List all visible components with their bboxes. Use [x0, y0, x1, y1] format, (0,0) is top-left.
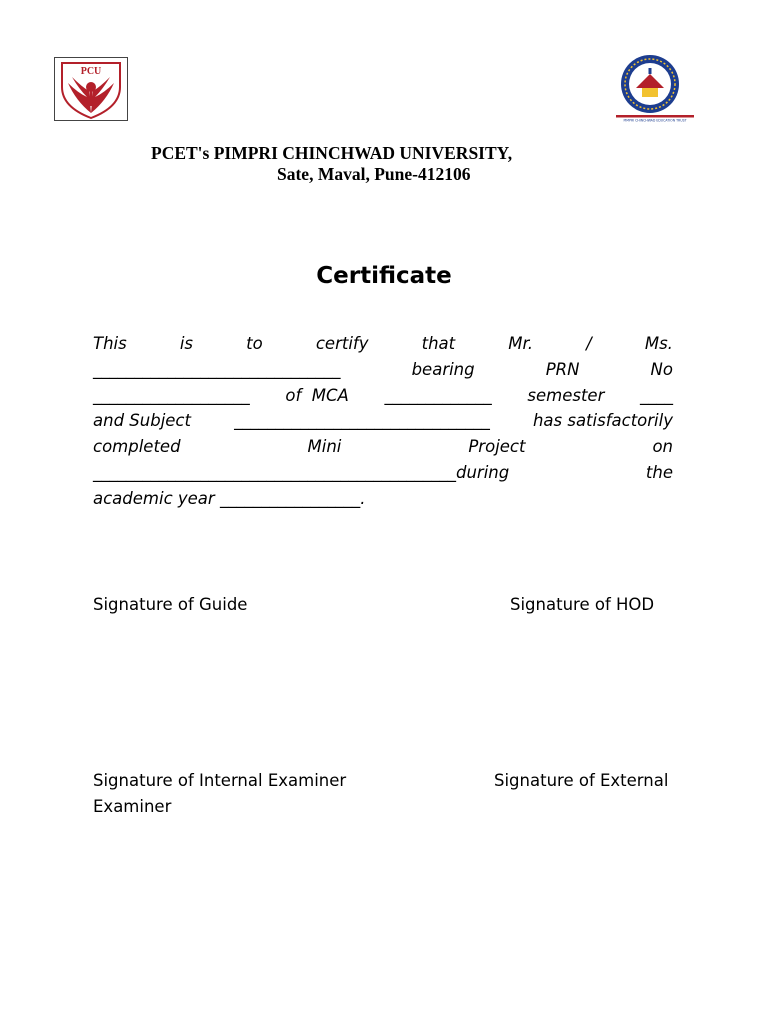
body-line-5: completed Mini Project on [93, 437, 673, 456]
pcet-logo-text: PIMPRI CHINCHWAD EDUCATION TRUST [623, 118, 687, 122]
body-line-3: ___________________ of MCA _____________ semester ____ [93, 386, 673, 405]
body-line-7: academic year _________________. [93, 489, 366, 508]
internal-examiner-signature-label: Signature of Internal Examiner [93, 771, 347, 790]
pcet-logo [612, 54, 698, 122]
hod-signature-label: Signature of HOD [510, 595, 655, 614]
certificate-title: Certificate [316, 263, 452, 289]
university-address: Sate, Maval, Pune-412106 [277, 164, 471, 184]
body-line-1: This is to certify that Mr. / Ms. [93, 334, 673, 353]
university-name: PCET's PIMPRI CHINCHWAD UNIVERSITY, [151, 143, 513, 163]
body-line-4: and Subject _______________________________ has satisfactorily [93, 411, 673, 430]
body-line-6: ____________________________________________during the [93, 463, 673, 482]
body-line-2: ______________________________ bearing PRN No [93, 360, 673, 379]
pcu-logo-text: PCU [80, 66, 102, 77]
guide-signature-label: Signature of Guide [93, 595, 248, 614]
pcu-logo [54, 57, 128, 121]
external-examiner-signature-label: Signature of External [494, 771, 669, 790]
external-examiner-signature-label-continued: Examiner [93, 797, 172, 816]
